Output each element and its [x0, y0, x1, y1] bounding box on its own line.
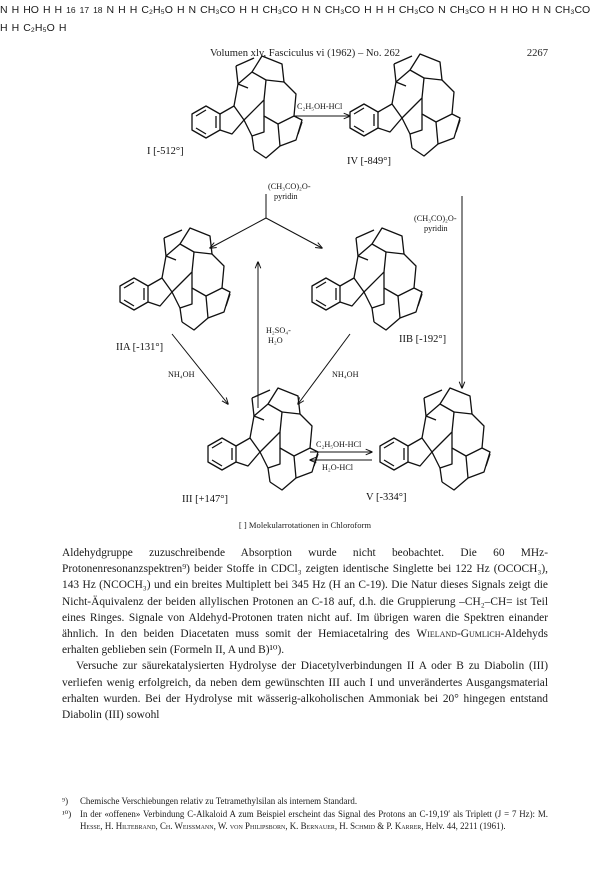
atom-H: H: [129, 4, 138, 16]
atom-H: H: [54, 4, 63, 16]
reagent-water: H₂O: [268, 336, 283, 345]
atom-CH3CO: CH₃CO: [398, 4, 435, 16]
arrow-IIA-to-III: [172, 334, 228, 404]
atom-position-18: 18: [93, 5, 103, 15]
atom-H: H: [500, 4, 509, 16]
atom-N: N: [438, 4, 446, 16]
reagent-pyridine-right: pyridin: [424, 224, 448, 233]
atom-CH3CO: CH₃CO: [324, 4, 361, 16]
atom-N: N: [188, 4, 197, 16]
reagent-water-hcl: H₂O-HCl: [322, 463, 354, 472]
footnotes: [62, 795, 548, 833]
atom-CH3CO: CH₃CO: [262, 4, 298, 16]
author-name: Wieland-Gumlich: [416, 628, 501, 641]
structure-IIA: [120, 228, 230, 330]
reagent-sulfuric-acid: H₂SO₄-: [266, 326, 291, 335]
atom-H: H: [250, 4, 259, 16]
atom-N: N: [106, 4, 115, 16]
atom-H: H: [364, 4, 372, 16]
reagent-acetic-anhydride-right: (CH₃CO)₂O-: [414, 214, 457, 223]
atom-H: H: [488, 4, 497, 16]
atom-H: H: [58, 22, 67, 34]
arrow-to-IIB: [266, 218, 322, 248]
label-I: I [-512°]: [147, 146, 184, 157]
footnote-mark: ⁹): [62, 796, 69, 806]
structure-IV: [350, 54, 460, 156]
atom-C2H5O: C₂H₅O: [23, 22, 55, 34]
arrow-to-IIA: [210, 218, 266, 248]
label-IIA: IIA [-131°]: [116, 342, 164, 353]
structure-I: [192, 56, 302, 158]
journal-reference: Volumen xlv, Fasciculus vi (1962) – No. 262: [209, 48, 401, 59]
structure-V: [380, 388, 490, 490]
footnote-text-a: In der «offenen» Verbindung C-Alkaloid A zum Beispiel erscheint das Signal des Protons an C-19,19′ als Triplett (J = 7 Hz): M.: [80, 808, 548, 819]
paragraph-2: Versuche zur säurekatalysierten Hydrolyse der Diacetylverbindungen II A oder B zu Diabolin (III) verliefen wenig erfolgreich, da neben dem gewünschten III auch I und unverändertes Ausgangsmaterial erhalten wurden. Bei der Hydrolyse mit wässerig-alkoholischen Ammoniak bei 20° hingegen entstand Diabolin (III) sowohl: [62, 660, 548, 722]
atom-H: H: [531, 4, 540, 16]
footnote-text: [80, 808, 548, 833]
footnote-10: [62, 808, 548, 833]
atom-H: H: [42, 4, 51, 16]
atom-CH3CO: CH₃CO: [555, 4, 591, 16]
atom-H: H: [176, 4, 185, 16]
footnote-authors: Hesse, H. Hiltebrand, Ch. Weissmann, W. von Philipsborn, K. Bernauer, H. Schmid & P. Karrer: [80, 821, 422, 832]
reagent-pyridine-left: pyridin: [274, 192, 298, 201]
structure-III: [208, 388, 318, 490]
reagent-ammonia-right: NH₄OH: [332, 370, 359, 379]
atom-N: N: [543, 4, 552, 16]
footnote-citation: , Helv. 44, 2211 (1961).: [421, 821, 506, 832]
reagent-ammonia-left: NH₄OH: [168, 370, 195, 379]
reagent-ethanol-hcl-top: C₂H₅OH-HCl: [297, 102, 343, 111]
label-III: III [+147°]: [182, 494, 228, 505]
atom-CH3CO: CH₃CO: [449, 4, 485, 16]
body-text: [62, 545, 548, 723]
atom-H: H: [375, 4, 384, 16]
footnote-9: [62, 795, 548, 808]
atom-H: H: [301, 4, 310, 16]
atom-C2H5O: C₂H₅O: [141, 4, 173, 16]
atom-H: H: [239, 4, 247, 16]
page-number: 2267: [526, 48, 548, 59]
label-IIB: IIB [-192°]: [399, 334, 447, 345]
atom-H: H: [11, 22, 20, 34]
atom-HO: HO: [512, 4, 528, 16]
atom-N: N: [0, 4, 8, 16]
atom-H: H: [118, 4, 126, 16]
atom-HO: HO: [23, 4, 39, 16]
atom-position-17: 17: [79, 5, 90, 15]
atom-H: H: [11, 4, 20, 16]
reagent-acetic-anhydride-left: (CH₃CO)₂O-: [268, 182, 311, 191]
arrow-IIB-to-III: [298, 334, 350, 404]
scheme-caption: [ ] Molekularrotationen in Chloroform: [238, 520, 372, 530]
atom-H: H: [0, 22, 8, 34]
atom-CH3CO: CH₃CO: [200, 4, 236, 16]
footnote-text: Chemische Verschiebungen relativ zu Tetramethylsilan als internem Standard.: [80, 796, 358, 806]
paragraph-1-text: Aldehydgruppe zuzuschreibende Absorption wurde nicht beobachtet. Die 60 MHz-Protonenresonanzspektren⁹) beider Stoffe in CDCl₃ zeigten identische Singlette bei 122 Hz (OCOCH₃), 143 Hz (NCOCH₃) und ein breites Multiplett bei 345 Hz (H an C-19). Die Natur dieses Signals zeigt die Nicht-Äquivalenz der beiden allylischen Protonen an C-18 auf, d.h. die Gruppierung –CH₂–CH= ist Teil eines Ringes. Signale von Aldehyd-Protonen traten nicht auf. Im übrigen waren die Spektren einander ähnlich. In den beiden Diacetaten muss somit der Hemiacetalring des: [62, 547, 548, 641]
atom-N: N: [313, 4, 321, 16]
atom-H: H: [387, 4, 395, 16]
paragraph-1: [62, 545, 548, 658]
footnote-mark: ¹⁰): [62, 808, 72, 819]
label-V: V [-334°]: [366, 492, 407, 503]
label-IV: IV [-849°]: [347, 156, 391, 167]
paragraph-1-end: -Aldehyds erhalten geblieben sein (Formeln II, A und B)¹⁰).: [62, 628, 548, 657]
reagent-ethanol-hcl-bottom: C₂H₅OH-HCl: [316, 440, 362, 449]
atom-position-16: 16: [66, 5, 76, 15]
structure-IIB: [312, 228, 422, 330]
